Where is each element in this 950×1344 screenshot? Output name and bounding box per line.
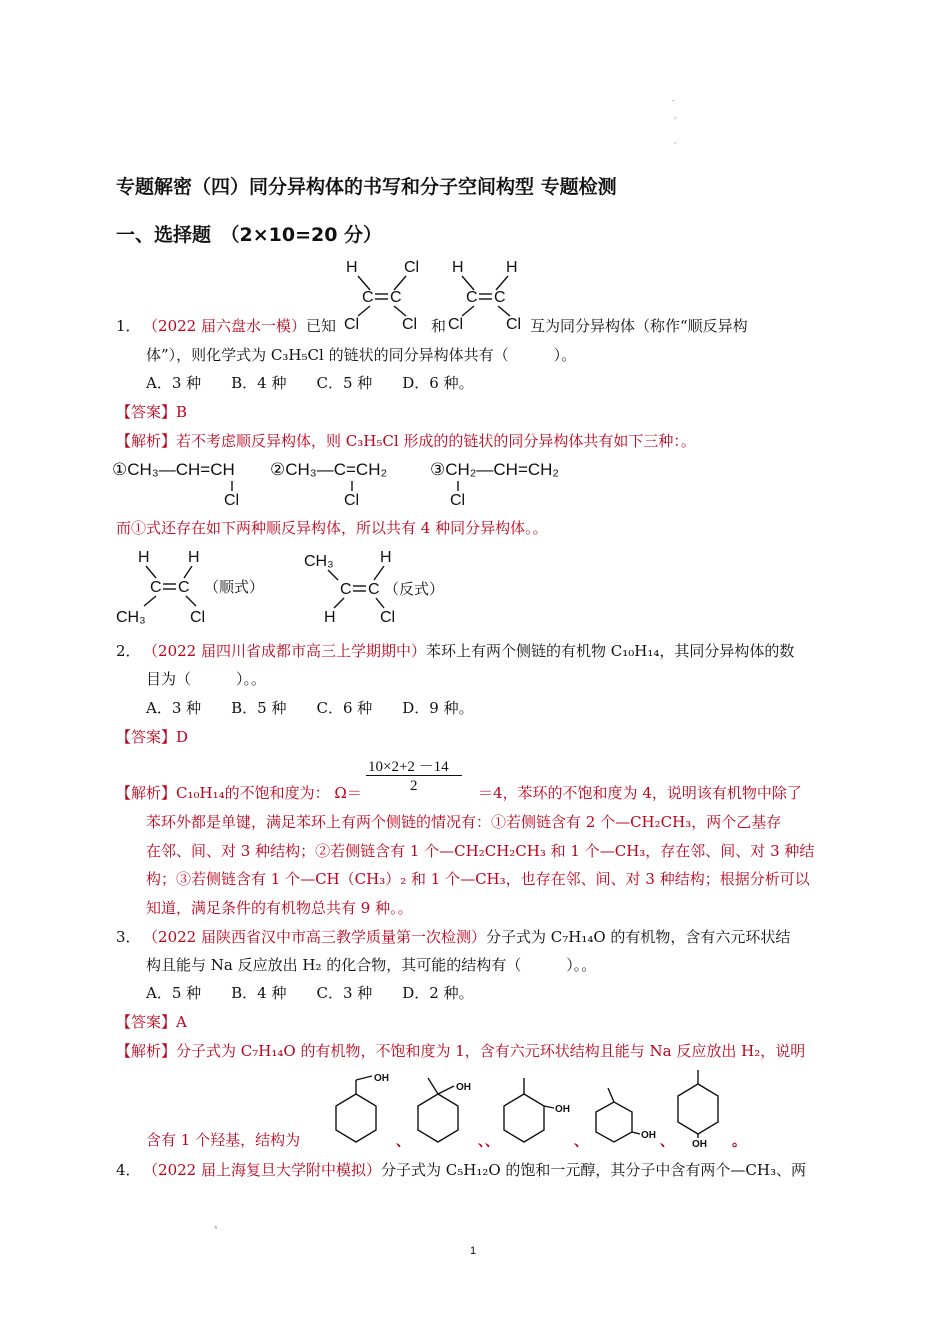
atom-label: C [466, 289, 478, 306]
answer: 【答案】B [116, 403, 188, 421]
atom-label: Cl [506, 316, 522, 332]
question-stem: 体”），则化学式为 C₃H₅Cl 的链状的同分异构体共有（ ）。 [146, 346, 577, 364]
atom-label: H [138, 549, 150, 566]
question-source: （2022 届四川省成都市高三上学期期中） [150, 642, 426, 660]
section-heading: 一、选择题 （2×10=20 分） [116, 224, 383, 246]
q4-line1 [116, 1160, 806, 1180]
header-mark: ' [674, 116, 677, 125]
separator: 。 [732, 1133, 746, 1149]
cis-trans-structures [112, 544, 452, 628]
analysis-text: 分子式为 C₇H₁₄O 的有机物，不饱和度为 1，含有六元环状结构且能与 Na 反应放出 H₂，说明 [176, 1042, 806, 1060]
fraction-numerator: 10×2+2 －14 [368, 759, 449, 775]
question-stem: 目为（ ）。。 [146, 670, 267, 688]
hydroxyl-label: OH [456, 1082, 471, 1093]
analysis-text: 而①式还存在如下两种顺反异构体，所以共有 4 种同分异构体。。 [116, 519, 548, 537]
analysis-label: 【解析】 [116, 432, 177, 450]
question-source: （2022 届陕西省汉中市高三教学质量第一次检测） [150, 928, 486, 946]
atom-label: Cl [380, 609, 396, 626]
analysis-line [116, 783, 362, 803]
analysis-text: 若不考虑顺反异构体，则 C₃H₅Cl 形成的的链状的同分异构体共有如下三种：。 [176, 432, 696, 450]
hydroxyl-label: OH [641, 1130, 656, 1141]
chain-formula: ②CH₃—C=CH₂ [270, 460, 388, 479]
atom-label: Cl [224, 492, 240, 507]
atom-label: C [368, 581, 380, 598]
chain-isomers [112, 455, 582, 507]
atom-label: H [346, 259, 358, 276]
analysis-text: ＝4，苯环的不饱和度为 4，说明该有机物中除了 [478, 784, 802, 802]
answer: 【答案】D [116, 728, 189, 746]
atom-label: H [380, 549, 392, 566]
hydroxyl-label: OH [692, 1139, 707, 1150]
cis-label: （顺式） [204, 579, 265, 596]
analysis-line [116, 431, 696, 451]
question-options: A．5 种 B．4 种 C．3 种 D．2 种。 [146, 984, 474, 1002]
atom-label: C [340, 581, 352, 598]
analysis-text: 知道，满足条件的有机物总共有 9 种。。 [146, 899, 413, 917]
q1-line1 [116, 316, 336, 336]
atom-label: Cl [402, 316, 418, 332]
answer: 【答案】A [116, 1013, 187, 1031]
question-stem: 构且能与 Na 反应放出 H₂ 的化合物，其可能的结构有（ ）。。 [146, 956, 597, 974]
question-number: 1． [116, 317, 141, 335]
atom-label: H [452, 259, 464, 276]
atom-label: Cl [404, 259, 420, 276]
atom-label: H [324, 609, 336, 626]
analysis-label: 【解析】 [116, 1042, 177, 1060]
atom-label: C [390, 289, 402, 306]
analysis-text: C₁₀H₁₄的不饱和度为： Ω＝ [176, 784, 362, 802]
q2-line1 [116, 641, 794, 661]
page-title: 专题解密（四）同分异构体的书写和分子空间构型 专题检测 [116, 176, 617, 198]
separator: 、 [396, 1133, 410, 1149]
question-number: 2． [116, 642, 141, 660]
atom-label: C [494, 289, 506, 306]
atom-label: CH₃ [116, 609, 146, 626]
header-mark: , [674, 136, 677, 145]
question-number: 3． [116, 928, 141, 946]
separator: 、、 [478, 1133, 499, 1149]
atom-label: C [178, 579, 190, 596]
ring-structures [318, 1066, 758, 1156]
separator: 、 [574, 1133, 588, 1149]
question-options: A．3 种 B．5 种 C．6 种 D．9 种。 [146, 699, 474, 717]
atom-label: Cl [448, 316, 464, 332]
header-mark: - [672, 96, 675, 105]
trans-label: （反式） [384, 581, 445, 598]
question-stem: 苯环上有两个侧链的有机物 C₁₀H₁₄，其同分异构体的数 [426, 642, 795, 660]
atom-label: Cl [190, 609, 206, 626]
question-stem: 已知 [306, 317, 337, 335]
analysis-text: 苯环外都是单键，满足苯环上有两个侧链的情况有：①若侧链含有 2 个—CH₂CH₃，两个乙基存 [146, 813, 782, 831]
question-stem: 分子式为 C₅H₁₂O 的饱和一元醇，其分子中含有两个—CH₃、两 [381, 1161, 807, 1179]
atom-label: Cl [450, 492, 466, 507]
atom-label: H [188, 549, 200, 566]
atom-label: C [150, 579, 162, 596]
question-source: （2022 届上海复旦大学附中模拟） [150, 1161, 381, 1179]
question-stem: 互为同分异构体（称作“顺反异构 [530, 317, 748, 335]
analysis-text: 含有 1 个羟基，结构为 [146, 1131, 301, 1149]
analysis-text: 构；③若侧链含有 1 个—CH（CH₃）₂ 和 1 个—CH₃，也存在邻、间、对 3 种结构；根据分析可以 [146, 870, 810, 888]
atom-label: Cl [344, 492, 360, 507]
atom-label: CH₃ [304, 553, 334, 570]
atom-label: H [506, 259, 518, 276]
analysis-line [116, 1041, 805, 1061]
q3-line1 [116, 927, 790, 947]
question-stem: 分子式为 C₇H₁₄O 的有机物，含有六元环状结 [486, 928, 791, 946]
question-options: A．3 种 B．4 种 C．5 种 D．6 种。 [146, 374, 474, 392]
fraction-bar [366, 775, 462, 776]
chain-formula: ①CH₃—CH=CH [112, 460, 235, 479]
question-number: 4． [116, 1161, 141, 1179]
atom-label: C [362, 289, 374, 306]
hydroxyl-label: OH [374, 1073, 389, 1084]
atom-label: Cl [344, 316, 360, 332]
fraction-denominator: 2 [410, 778, 418, 794]
analysis-text: 在邻、间、对 3 种结构；②若侧链含有 1 个—CH₂CH₂CH₃ 和 1 个—CH₃，存在邻、间、对 3 种结 [146, 842, 815, 860]
question-stem: 和 [431, 317, 447, 335]
footer-mark: ₄ [214, 1222, 218, 1231]
chain-formula: ③CH₂—CH=CH₂ [430, 460, 560, 479]
hydroxyl-label: OH [555, 1104, 570, 1115]
question-source: （2022 届六盘水一模） [150, 317, 306, 335]
analysis-label: 【解析】 [116, 784, 177, 802]
separator: 、 [660, 1133, 674, 1149]
page-number: 1 [470, 1245, 477, 1257]
